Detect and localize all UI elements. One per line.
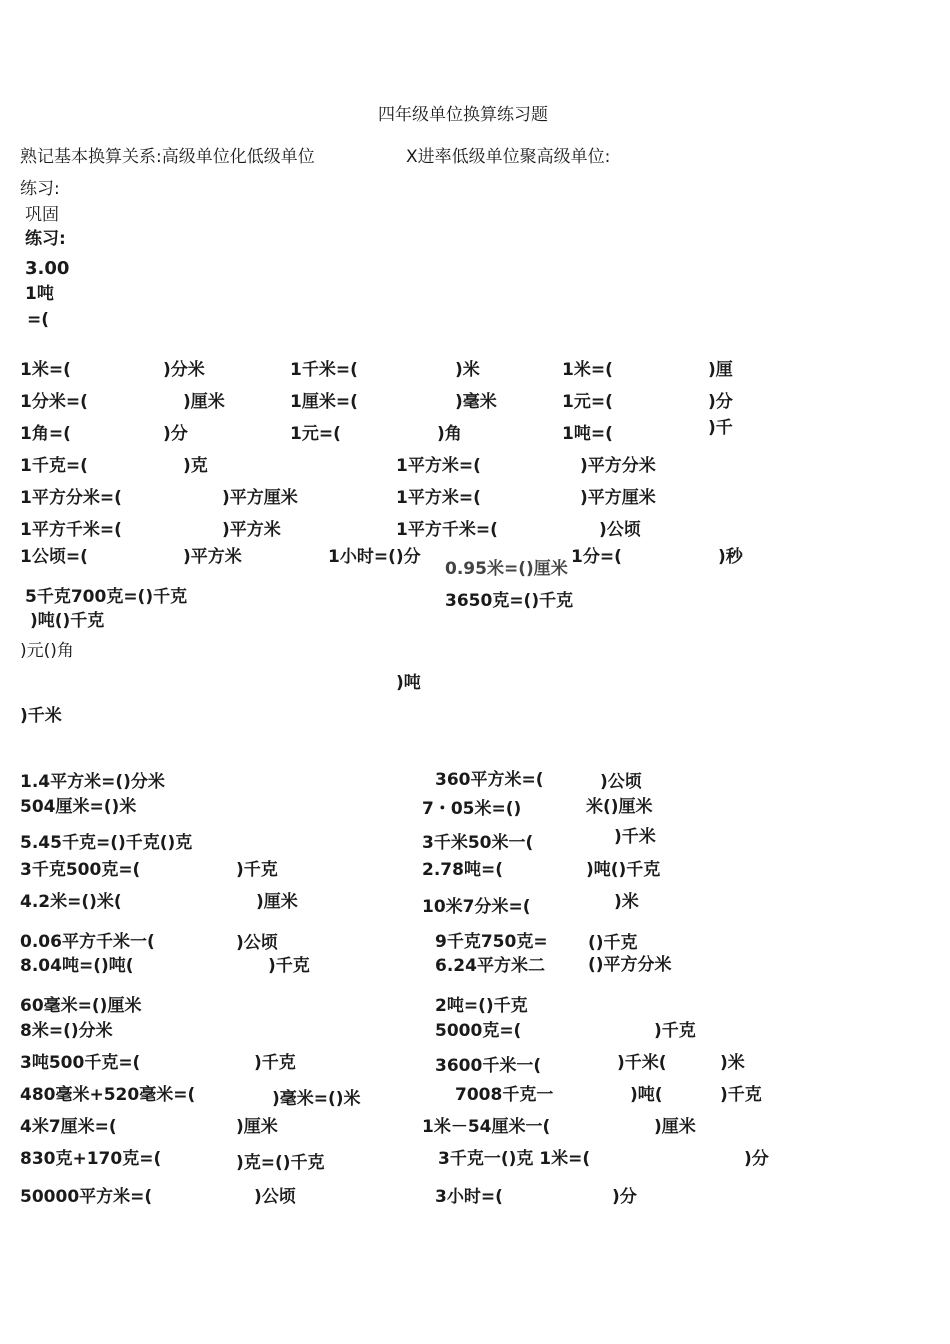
basic-r3-f: )千 xyxy=(708,418,733,438)
ex-l14a: 50000平方米=( xyxy=(20,1187,153,1207)
intro-right: X进率低级单位聚高级单位: xyxy=(406,147,611,167)
basic-r2-d: )毫米 xyxy=(455,392,497,412)
ex-l12a: 4米7厘米=( xyxy=(20,1117,117,1137)
basic-r1-d: )米 xyxy=(455,360,480,380)
basic-r2-f: )分 xyxy=(708,392,733,412)
ex-r5b: )米 xyxy=(614,892,639,912)
ex-l5b: )厘米 xyxy=(256,892,298,912)
ex-r2b: 米()厘米 xyxy=(586,797,653,817)
basic-r5-a: 1平方分米=( xyxy=(20,488,122,508)
basic-r3-d: )角 xyxy=(437,424,462,444)
basic-r7-e: )秒 xyxy=(718,547,743,567)
ex-l1: 1.4平方米=()分米 xyxy=(20,772,165,792)
ex-r4a: 2.78吨=( xyxy=(422,860,503,880)
basic-r5-d: )平方厘米 xyxy=(580,488,656,508)
basic-r7-b: )平方米 xyxy=(183,547,242,567)
basic-r1-b: )分米 xyxy=(163,360,205,380)
ex-r5a: 10米7分米=( xyxy=(422,897,531,917)
ex-l7b: )千克 xyxy=(268,956,310,976)
ex-l13a: 830克+170克=( xyxy=(20,1149,162,1169)
practice2-label: 练习: xyxy=(25,229,66,249)
basic-r2-a: 1分米=( xyxy=(20,392,88,412)
ex-r11b: )吨( xyxy=(630,1085,663,1105)
ex-r6a: 9千克750克= xyxy=(435,932,548,952)
basic-r7-a: 1公顷=( xyxy=(20,547,88,567)
ex-r14a: 3小时=( xyxy=(435,1187,503,1207)
ex-r3b: )千米 xyxy=(614,827,656,847)
overlap-c: 3650克=()千克 xyxy=(445,591,574,611)
ex-r6b: ()千克 xyxy=(588,933,638,953)
overlap-a: 5千克700克=()千克 xyxy=(25,587,188,607)
overlap-e: )元()角 xyxy=(20,641,74,661)
practice-label: 练习: xyxy=(20,179,60,199)
basic-r1-f: )厘 xyxy=(708,360,733,380)
ex-r7a: 6.24平方米二 xyxy=(435,956,545,976)
basic-r1-e: 1米=( xyxy=(562,360,613,380)
basic-r3-c: 1元=( xyxy=(290,424,341,444)
ex-l5a: 4.2米=()米( xyxy=(20,892,122,912)
basic-r4-b: )克 xyxy=(183,456,208,476)
overlap-g: )千米 xyxy=(20,706,62,726)
overlap-b: )吨()千克 xyxy=(30,611,105,631)
ex-r1a: 360平方米=( xyxy=(435,770,544,790)
intro-left: 熟记基本换算关系:高级单位化低级单位 xyxy=(20,147,315,167)
number-300: 3.00 xyxy=(25,258,70,279)
ex-r11c: )千克 xyxy=(720,1085,762,1105)
ex-r13b: )分 xyxy=(744,1149,769,1169)
basic-r1-a: 1米=( xyxy=(20,360,71,380)
ex-r9b: )千克 xyxy=(654,1021,696,1041)
ex-l13b: )克=()千克 xyxy=(236,1153,325,1173)
ex-l11a: 480毫米+520毫米=( xyxy=(20,1085,196,1105)
ex-r8: 2吨=()千克 xyxy=(435,996,528,1016)
ex-r12a: 1米－54厘米一( xyxy=(422,1117,551,1137)
basic-r4-c: 1平方米=( xyxy=(396,456,481,476)
ex-r14b: )分 xyxy=(612,1187,637,1207)
ex-l7a: 8.04吨=()吨( xyxy=(20,956,134,976)
basic-r7-c: 1小时=()分 xyxy=(328,547,421,567)
one-ton-label: 1吨 xyxy=(25,284,54,304)
ex-r12b: )厘米 xyxy=(654,1117,696,1137)
consolidate-label: 巩固 xyxy=(25,205,59,225)
basic-r6-b: )平方米 xyxy=(222,520,281,540)
ex-l10b: )千克 xyxy=(254,1053,296,1073)
ex-l2: 504厘米=()米 xyxy=(20,797,137,817)
basic-r2-c: 1厘米=( xyxy=(290,392,358,412)
ex-r13a: 3千克一()克 1米=( xyxy=(438,1149,591,1169)
ex-r11a: 7008千克一 xyxy=(455,1085,554,1105)
ex-l3: 5.45千克=()千克()克 xyxy=(20,833,193,853)
basic-r3-a: 1角=( xyxy=(20,424,71,444)
basic-r2-b: )厘米 xyxy=(183,392,225,412)
ex-l4a: 3千克500克=( xyxy=(20,860,141,880)
ex-l14b: )公顷 xyxy=(254,1187,296,1207)
basic-r4-d: )平方分米 xyxy=(580,456,656,476)
ex-r9a: 5000克=( xyxy=(435,1021,522,1041)
ex-r10a: 3600千米一( xyxy=(435,1056,542,1076)
ex-r4b: )吨()千克 xyxy=(586,860,661,880)
ex-r10b: )千米( xyxy=(617,1053,667,1073)
ex-l12b: )厘米 xyxy=(236,1117,278,1137)
page-title: 四年级单位换算练习题 xyxy=(378,105,548,125)
equals-paren: =( xyxy=(27,310,50,330)
ex-r7b: ()平方分米 xyxy=(588,955,672,975)
basic-r3-b: )分 xyxy=(163,424,188,444)
ex-r1b: )公顷 xyxy=(600,772,642,792)
ex-l6b: )公顷 xyxy=(236,933,278,953)
overlap-f: )吨 xyxy=(396,673,421,693)
basic-r7-d: 1分=( xyxy=(571,547,622,567)
basic-r6-a: 1平方千米=( xyxy=(20,520,122,540)
basic-r5-c: 1平方米=( xyxy=(396,488,481,508)
ex-l10a: 3吨500千克=( xyxy=(20,1053,141,1073)
ex-l9: 8米=()分米 xyxy=(20,1021,113,1041)
basic-r5-b: )平方厘米 xyxy=(222,488,298,508)
basic-r2-e: 1元=( xyxy=(562,392,613,412)
ex-l11b: )毫米=()米 xyxy=(272,1089,361,1109)
ex-r2a: 7・05米=() xyxy=(422,799,522,819)
ex-r10c: )米 xyxy=(720,1053,745,1073)
ex-l6a: 0.06平方千米一( xyxy=(20,932,155,952)
overlap-hidden-text: 0.95米=()厘米 xyxy=(445,559,568,579)
ex-l8: 60毫米=()厘米 xyxy=(20,996,142,1016)
basic-r6-c: 1平方千米=( xyxy=(396,520,498,540)
ex-l4b: )千克 xyxy=(236,860,278,880)
ex-r3a: 3千米50米一( xyxy=(422,833,534,853)
basic-r6-d: )公顷 xyxy=(599,520,641,540)
basic-r3-e: 1吨=( xyxy=(562,424,613,444)
basic-r1-c: 1千米=( xyxy=(290,360,358,380)
basic-r4-a: 1千克=( xyxy=(20,456,88,476)
